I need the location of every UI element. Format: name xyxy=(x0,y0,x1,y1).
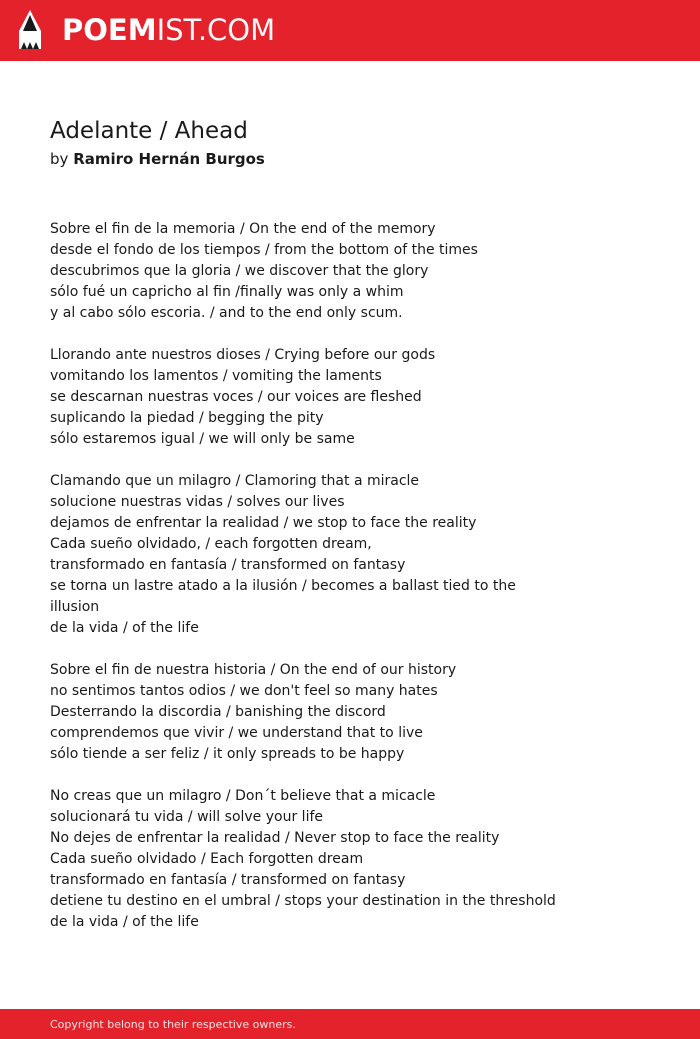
poem-title: Adelante / Ahead xyxy=(50,118,248,144)
by-prefix: by xyxy=(50,150,69,168)
poem-line: Cada sueño olvidado / Each forgotten dream xyxy=(50,851,364,867)
poem-line: de la vida / of the life xyxy=(50,914,199,930)
stanza xyxy=(50,786,650,933)
logo-bold-text: POEM xyxy=(62,13,157,47)
poem-line: suplicando la piedad / begging the pity xyxy=(50,410,324,426)
poem-line: transformado en fantasía / transformed on fantasy xyxy=(50,872,406,888)
poem-body xyxy=(50,219,650,954)
poem-line: sólo tiende a ser feliz / it only spreads to be happy xyxy=(50,746,405,762)
copyright-text: Copyright belong to their respective owners. xyxy=(50,1018,296,1031)
poem-line: solucione nuestras vidas / solves our lives xyxy=(50,494,345,510)
stanza xyxy=(50,345,650,450)
logo-light-text: IST.COM xyxy=(156,13,276,47)
author-name: Ramiro Hernán Burgos xyxy=(73,150,265,168)
poem-line: vomitando los lamentos / vomiting the laments xyxy=(50,368,382,384)
poem-line: detiene tu destino en el umbral / stops your destination in the threshold xyxy=(50,893,556,909)
poem-line: Llorando ante nuestros dioses / Crying before our gods xyxy=(50,347,436,363)
poem-line: solucionará tu vida / will solve your life xyxy=(50,809,323,825)
poem-line: Clamando que un milagro / Clamoring that a miracle xyxy=(50,473,420,489)
poem-line: No dejes de enfrentar la realidad / Never stop to face the reality xyxy=(50,830,500,846)
poem-line: no sentimos tantos odios / we don't feel so many hates xyxy=(50,683,438,699)
poem-line: comprendemos que vivir / we understand that to live xyxy=(50,725,423,741)
byline xyxy=(50,148,265,170)
poem-line: No creas que un milagro / Don´t believe that a micacle xyxy=(50,788,436,804)
poem-line: y al cabo sólo escoria. / and to the end only scum. xyxy=(50,305,403,321)
poem-line: desde el fondo de los tiempos / from the bottom of the times xyxy=(50,242,478,258)
poem-line: Sobre el fin de la memoria / On the end of the memory xyxy=(50,221,436,237)
poem-line: illusion xyxy=(50,599,100,615)
poem-line: se torna un lastre atado a la ilusión / becomes a ballast tied to the xyxy=(50,578,516,594)
site-footer xyxy=(0,1009,700,1039)
site-logo[interactable] xyxy=(62,11,275,49)
site-header xyxy=(0,0,700,61)
poem-line: se descarnan nuestras voces / our voices are fleshed xyxy=(50,389,422,405)
poem-line: Sobre el fin de nuestra historia / On the end of our history xyxy=(50,662,457,678)
pen-nib-icon xyxy=(17,9,43,51)
stanza xyxy=(50,219,650,324)
poem-line: Cada sueño olvidado, / each forgotten dream, xyxy=(50,536,372,552)
poem-line: dejamos de enfrentar la realidad / we stop to face the reality xyxy=(50,515,477,531)
poem-line: transformado en fantasía / transformed on fantasy xyxy=(50,557,406,573)
poem-line: Desterrando la discordia / banishing the discord xyxy=(50,704,386,720)
poem-line: de la vida / of the life xyxy=(50,620,199,636)
stanza xyxy=(50,471,650,639)
stanza xyxy=(50,660,650,765)
poem-line: sólo estaremos igual / we will only be same xyxy=(50,431,355,447)
poem-line: descubrimos que la gloria / we discover that the glory xyxy=(50,263,429,279)
poem-line: sólo fué un capricho al fin /finally was only a whim xyxy=(50,284,404,300)
